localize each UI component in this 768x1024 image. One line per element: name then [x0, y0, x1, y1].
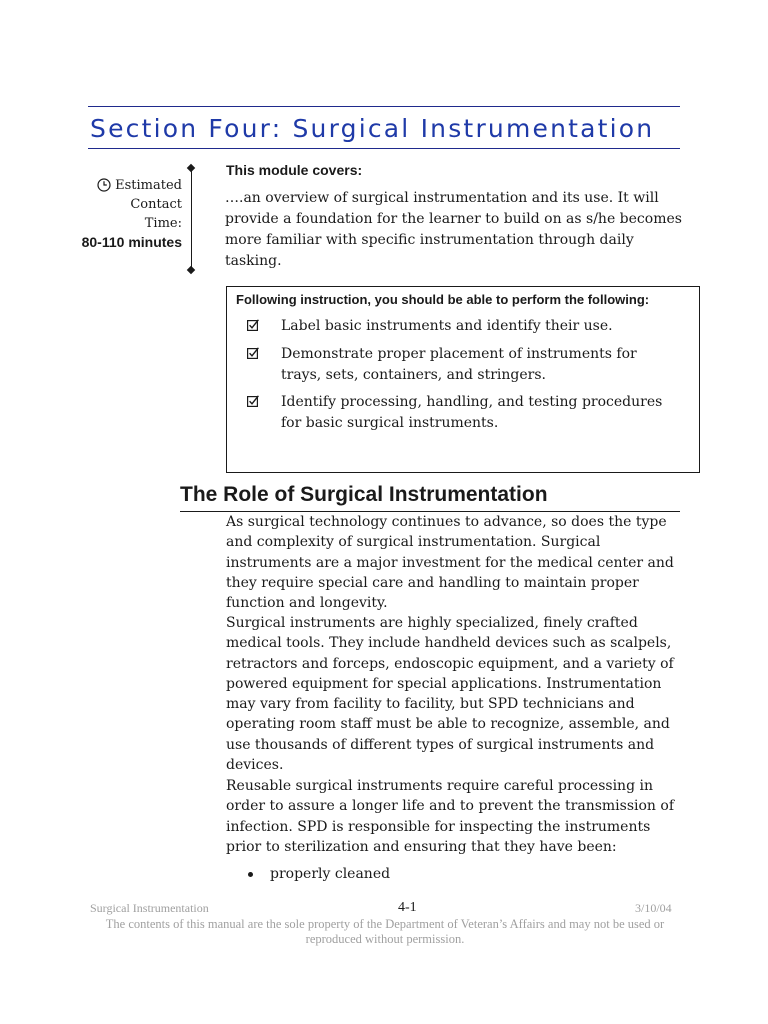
- module-covers-heading: This module covers:: [226, 162, 363, 178]
- clock-icon: [97, 178, 111, 192]
- role-paragraph: As surgical technology continues to advance, so does the type and complexity of surgical instrumentation. Surgical instruments are a major investment for the medical center and they require special care and handling to maintain proper function and longevity.: [226, 514, 674, 612]
- time-divider-line: [191, 168, 192, 270]
- objective-text: Label basic instruments and identify their use.: [281, 318, 613, 334]
- objective-text: Demonstrate proper placement of instruments for trays, sets, containers, and stringers.: [281, 346, 637, 383]
- checked-box-icon: [247, 395, 259, 407]
- module-covers-text: ….an overview of surgical instrumentation and its use. It will provide a foundation for the learner to build on as s/he becomes more familiar with specific instrumentation through daily tasking.: [225, 190, 682, 269]
- section-title: Section Four: Surgical Instrumentation: [90, 114, 655, 143]
- checked-box-icon: [247, 319, 259, 331]
- role-paragraph: Reusable surgical instruments require careful processing in order to assure a longer life and to prevent the transmission of infection. SPD is responsible for inspecting the instruments prior to sterilization and ensuring that they have been:: [226, 778, 675, 855]
- bullet-text: properly cleaned: [270, 866, 391, 882]
- objective-item: [247, 392, 667, 434]
- time-label-contact: Contact: [130, 197, 182, 212]
- divider-bottom-diamond: [187, 266, 195, 274]
- footer-notice: The contents of this manual are the sole property of the Department of Veteran’s Affairs and may not be used or reproduced without permission.: [105, 917, 665, 946]
- divider-top-diamond: [187, 164, 195, 172]
- title-rule-bottom: [88, 148, 680, 149]
- role-paragraph: Surgical instruments are highly specialized, finely crafted medical tools. They include handheld devices such as scalpels, retractors and forceps, endoscopic equipment, and a variety of powered equipment for special applications. Instrumentation may vary from facility to facility, but SPD technicians and operating room staff must be able to recognize, assemble, and use thousands of different types of surgical instruments and devices.: [226, 615, 674, 774]
- role-heading: The Role of Surgical Instrumentation: [180, 483, 548, 506]
- objective-text: Identify processing, handling, and testing procedures for basic surgical instruments.: [281, 394, 663, 431]
- footer-date: 3/10/04: [635, 901, 672, 915]
- footer-manual-name: Surgical Instrumentation: [90, 901, 209, 915]
- objectives-heading: Following instruction, you should be able to perform the following:: [236, 292, 650, 307]
- objective-item: [247, 316, 667, 337]
- bullet-item: [248, 864, 390, 885]
- estimated-time-block: [60, 176, 182, 252]
- objective-item: [247, 344, 667, 386]
- checked-box-icon: [247, 347, 259, 359]
- bullet-dot-icon: [248, 872, 253, 877]
- time-label-time: Time:: [144, 216, 182, 231]
- footer-page-number: 4-1: [398, 900, 417, 915]
- title-rule-top: [88, 106, 680, 107]
- objectives-box: [226, 286, 700, 473]
- time-label-estimated: Estimated: [115, 178, 182, 193]
- time-duration: 80-110 minutes: [81, 234, 182, 250]
